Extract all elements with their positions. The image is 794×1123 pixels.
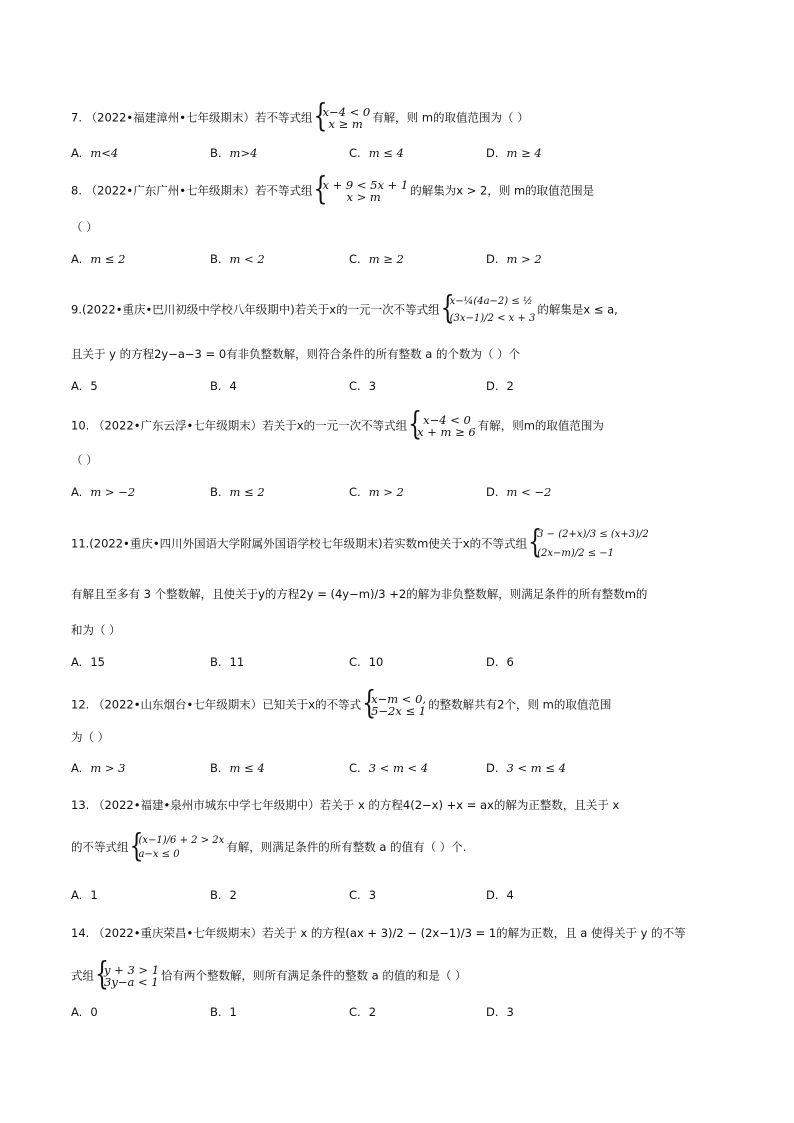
q12-stem-cont: 为（ ）	[71, 730, 110, 744]
q7-number: 7.	[71, 110, 82, 125]
q13-option-d[interactable]: D. 4	[486, 888, 514, 902]
q8-option-c[interactable]: C. m ≥ 2	[349, 252, 404, 266]
q13-system: { (x−1)/6 + 2 > 2x a−x ≤ 0	[131, 835, 225, 860]
q12-option-d[interactable]: D. 3 < m ≤ 4	[486, 761, 566, 775]
q7-option-a[interactable]: A. m<4	[71, 146, 119, 160]
q8-option-b[interactable]: B. m < 2	[210, 252, 265, 266]
q11-option-d[interactable]: D. 6	[486, 655, 514, 669]
q8-stem: 8. （2022•广东广州•七年级期末）若不等式组 { x + 9 < 5x + 1 x > m 的解集为x > 2，则 m的取值范围是	[71, 179, 594, 203]
q8-option-d[interactable]: D. m > 2	[486, 252, 542, 266]
q10-option-a[interactable]: A. m > −2	[71, 485, 136, 499]
q14-options	[71, 1004, 771, 1020]
q12-stem: 12. （2022•山东烟台•七年级期末）已知关于x的不等式 { x−m < 0, 5−2x ≤ 1 的整数解共有2个，则 m的取值范围	[71, 693, 611, 717]
q14-system: { y + 3 > 1 3y−a < 1	[96, 964, 159, 988]
q14-stem-cont: 式组 { y + 3 > 1 3y−a < 1 恰有两个整数解，则所有满足条件的整数 a 的值的和是（ ）	[71, 964, 467, 988]
q8-system: { x + 9 < 5x + 1 x > m	[314, 179, 408, 203]
q10-stem-cont: （ ）	[71, 453, 98, 467]
q13-option-c[interactable]: C. 3	[349, 888, 377, 902]
q12-option-b[interactable]: B. m ≤ 4	[210, 761, 265, 775]
q14-stem: 14. （2022•重庆荣昌•七年级期末）若关于 x 的方程(ax + 3)/2 − (2x−1)/3 = 1的解为正数，且 a 使得关于 y 的不等	[71, 926, 686, 940]
q12-option-a[interactable]: A. m > 3	[71, 761, 126, 775]
q9-option-a[interactable]: A. 5	[71, 379, 98, 393]
q7-system: { x−4 < 0 x ≥ m	[314, 106, 370, 130]
q9-stem-cont: 且关于 y 的方程2y−a−3 = 0有非负整数解，则符合条件的所有整数 a 的个数为（ ）个	[71, 347, 521, 361]
q14-option-b[interactable]: B. 1	[210, 1005, 237, 1019]
q13-stem: 13. （2022•福建•泉州市城东中学七年级期中）若关于 x 的方程4(2−x) +x = ax的解为正整数，且关于 x	[71, 798, 620, 812]
q13-option-a[interactable]: A. 1	[71, 888, 98, 902]
q11-stem-cont2: 和为（ ）	[71, 623, 121, 637]
q8-options	[71, 251, 771, 267]
q9-stem: 9.(2022•重庆•巴川初级中学校八年级期中)若关于x的一元一次不等式组 { x−¼(4a−2) ≤ ½ (3x−1)/2 < x + 3 的解集是x ≤ a,	[71, 296, 618, 324]
q9-option-c[interactable]: C. 3	[349, 379, 377, 393]
q13-stem-cont: 的不等式组 { (x−1)/6 + 2 > 2x a−x ≤ 0 有解，则满足条件的所有整数 a 的值有（ ）个.	[71, 835, 466, 860]
q13-option-b[interactable]: B. 2	[210, 888, 237, 902]
q9-system: { x−¼(4a−2) ≤ ½ (3x−1)/2 < x + 3	[442, 296, 536, 324]
q12-system: { x−m < 0, 5−2x ≤ 1	[363, 693, 426, 717]
q9-option-d[interactable]: D. 2	[486, 379, 514, 393]
q7-source: （2022•福建漳州•七年级期末）	[85, 110, 255, 125]
q12-options	[71, 760, 771, 776]
q7-options	[71, 145, 771, 161]
q11-option-b[interactable]: B. 11	[210, 655, 245, 669]
q8-stem-cont: （ ）	[71, 220, 98, 234]
q9-option-b[interactable]: B. 4	[210, 379, 237, 393]
q10-options	[71, 484, 771, 500]
q10-stem: 10. （2022•广东云浮•七年级期末）若关于x的一元一次不等式组 { x−4 < 0 x + m ≥ 6 有解，则m的取值范围为	[71, 414, 604, 438]
q10-option-b[interactable]: B. m ≤ 2	[210, 485, 265, 499]
q7-option-c[interactable]: C. m ≤ 4	[349, 146, 404, 160]
q13-options	[71, 887, 771, 903]
q14-option-c[interactable]: C. 2	[349, 1005, 377, 1019]
q7-stem: 7. （2022•福建漳州•七年级期末）若不等式组 { x−4 < 0 x ≥ m 有解，则 m的取值范围为（ ）	[71, 106, 529, 130]
q7-option-b[interactable]: B. m>4	[210, 146, 258, 160]
q8-option-a[interactable]: A. m ≤ 2	[71, 252, 126, 266]
q9-options	[71, 378, 771, 394]
q10-option-c[interactable]: C. m > 2	[349, 485, 404, 499]
q10-system: { x−4 < 0 x + m ≥ 6	[409, 414, 476, 438]
q10-option-d[interactable]: D. m < −2	[486, 485, 552, 499]
q11-option-c[interactable]: C. 10	[349, 655, 384, 669]
q11-option-a[interactable]: A. 15	[71, 655, 105, 669]
q11-system: { 3 − (2+x)/3 ≤ (x+3)/2 (2x−m)/2 ≤ −1	[529, 529, 649, 559]
q14-option-a[interactable]: A. 0	[71, 1005, 98, 1019]
q11-options	[71, 654, 771, 670]
q7-option-d[interactable]: D. m ≥ 4	[486, 146, 542, 160]
q14-option-d[interactable]: D. 3	[486, 1005, 514, 1019]
q11-stem-cont: 有解且至多有 3 个整数解，且使关于y的方程2y = (4y−m)/3 +2的解为非负整数解，则满足条件的所有整数m的	[71, 587, 648, 601]
q11-stem: 11.(2022•重庆•四川外国语大学附属外国语学校七年级期末)若实数m使关于x的不等式组 { 3 − (2+x)/3 ≤ (x+3)/2 (2x−m)/2 ≤ −1	[71, 529, 651, 559]
q12-option-c[interactable]: C. 3 < m < 4	[349, 761, 429, 775]
